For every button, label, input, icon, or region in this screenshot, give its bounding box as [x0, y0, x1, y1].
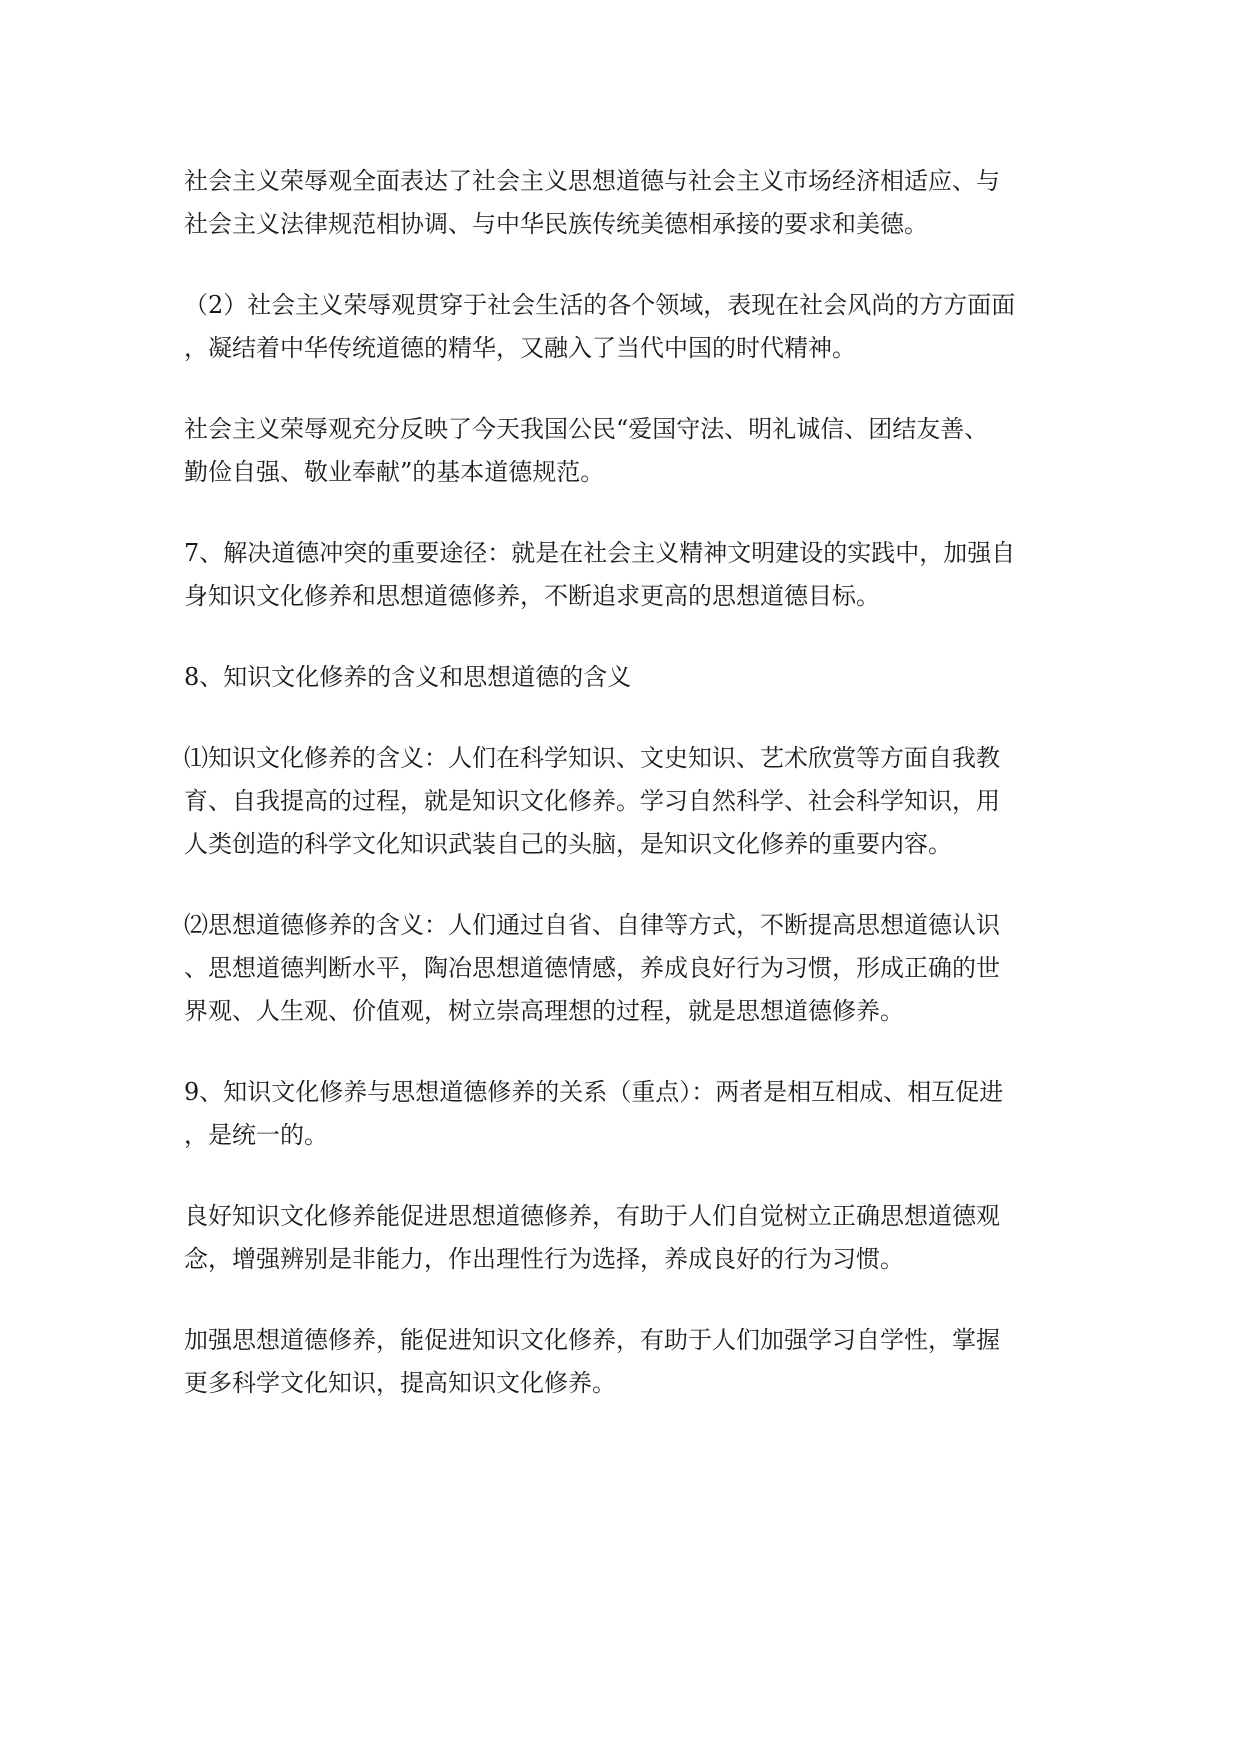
text-line: 人类创造的科学文化知识武装自己的头脑，是知识文化修养的重要内容。: [184, 830, 952, 858]
text-line: ⑵思想道德修养的含义：人们通过自省、自律等方式，不断提高思想道德认识: [184, 911, 1000, 939]
paragraph-ideological-moral-definition: [184, 904, 1064, 1033]
paragraph-item-7: [184, 532, 1064, 618]
text-line: 社会主义法律规范相协调、与中华民族传统美德相承接的要求和美德。: [184, 210, 928, 238]
text-line: 9、知识文化修养与思想道德修养的关系（重点）：两者是相互相成、相互促进: [184, 1078, 1004, 1106]
text-line: 8、知识文化修养的含义和思想道德的含义: [184, 663, 632, 691]
text-line: （2）社会主义荣辱观贯穿于社会生活的各个领域，表现在社会风尚的方方面面: [184, 291, 1016, 319]
document-body: [184, 160, 1064, 1443]
paragraph-honor-concept-point-2: [184, 284, 1064, 370]
text-line: 界观、人生观、价值观，树立崇高理想的过程，就是思想道德修养。: [184, 997, 904, 1025]
paragraph-item-8-heading: [184, 656, 1064, 699]
text-line: 社会主义荣辱观全面表达了社会主义思想道德与社会主义市场经济相适应、与: [184, 167, 1000, 195]
text-line: 勤俭自强、敬业奉献”的基本道德规范。: [184, 458, 605, 486]
text-line: 身知识文化修养和思想道德修养，不断追求更高的思想道德目标。: [184, 582, 880, 610]
text-line: 更多科学文化知识，提高知识文化修养。: [184, 1369, 616, 1397]
paragraph-knowledge-promotes-moral: [184, 1195, 1064, 1281]
text-line: 、思想道德判断水平，陶冶思想道德情感，养成良好行为习惯，形成正确的世: [184, 954, 1000, 982]
text-line: 良好知识文化修养能促进思想道德修养，有助于人们自觉树立正确思想道德观: [184, 1202, 1000, 1230]
text-line: ，凝结着中华传统道德的精华，又融入了当代中国的时代精神。: [184, 334, 856, 362]
text-line: ，是统一的。: [184, 1121, 328, 1149]
text-line: 7、解决道德冲突的重要途径：就是在社会主义精神文明建设的实践中，加强自: [184, 539, 1016, 567]
text-line: 社会主义荣辱观充分反映了今天我国公民“爱国守法、明礼诚信、团结友善、: [184, 415, 989, 443]
paragraph-moral-norms: [184, 408, 1064, 494]
paragraph-knowledge-culture-definition: [184, 737, 1064, 866]
paragraph-honor-concept-overview: [184, 160, 1064, 246]
text-line: ⑴知识文化修养的含义：人们在科学知识、文史知识、艺术欣赏等方面自我教: [184, 744, 1000, 772]
text-line: 育、自我提高的过程，就是知识文化修养。学习自然科学、社会科学知识，用: [184, 787, 1000, 815]
text-line: 加强思想道德修养，能促进知识文化修养，有助于人们加强学习自学性，掌握: [184, 1326, 1000, 1354]
text-line: 念，增强辨别是非能力，作出理性行为选择，养成良好的行为习惯。: [184, 1245, 904, 1273]
paragraph-item-9: [184, 1071, 1064, 1157]
paragraph-moral-promotes-knowledge: [184, 1319, 1064, 1405]
